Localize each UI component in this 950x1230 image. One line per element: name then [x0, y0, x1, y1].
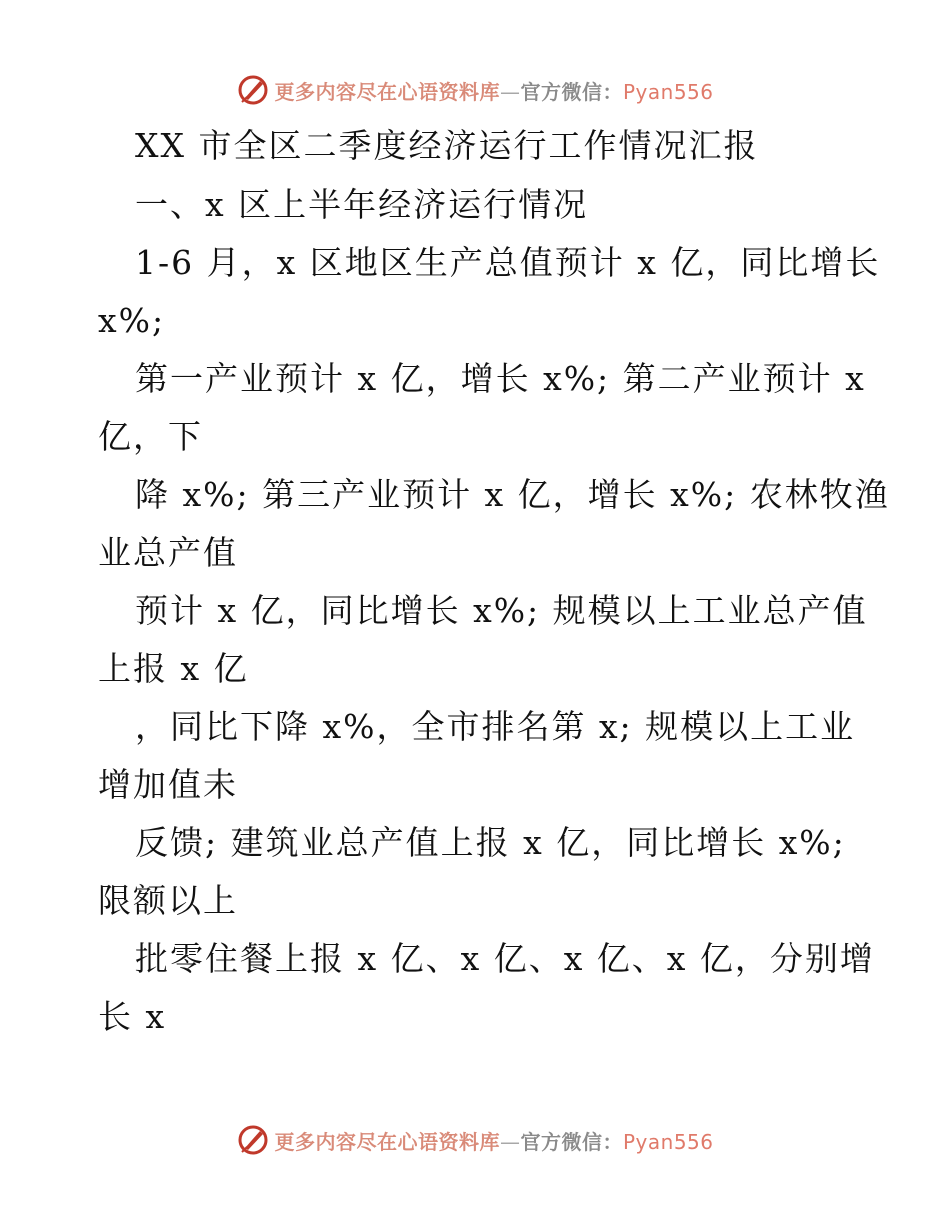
- paragraph-line: 亿，下: [98, 417, 203, 456]
- paragraph-line: 预计 x 亿，同比增长 x%; 规模以上工业总产值: [135, 591, 868, 630]
- footer-watermark: [0, 1120, 950, 1160]
- watermark-separator: —: [499, 1129, 521, 1154]
- paragraph-line: ，同比下降 x%，全市排名第 x; 规模以上工业: [135, 707, 856, 746]
- paragraph-line: 1-6 月，x 区地区生产总值预计 x 亿，同比增长: [135, 243, 881, 282]
- paragraph-line: 限额以上: [98, 881, 238, 920]
- section-heading: 一、x 区上半年经济运行情况: [135, 185, 589, 224]
- feather-pen-logo-icon: [236, 73, 270, 107]
- watermark-separator: —: [499, 79, 521, 104]
- paragraph-line: 第一产业预计 x 亿，增长 x%; 第二产业预计 x: [135, 359, 866, 398]
- paragraph-line: 上报 x 亿: [98, 649, 249, 688]
- paragraph-line: 降 x%; 第三产业预计 x 亿，增长 x%; 农林牧渔: [135, 475, 890, 514]
- paragraph-line: 增加值未: [98, 765, 238, 804]
- paragraph-line: 反馈; 建筑业总产值上报 x 亿，同比增长 x%;: [135, 823, 846, 862]
- watermark-wechat-id: Pyan556: [622, 1129, 714, 1154]
- watermark-wechat-id: Pyan556: [622, 79, 714, 104]
- feather-pen-logo-icon: [236, 1123, 270, 1157]
- paragraph-line: 批零住餐上报 x 亿、x 亿、x 亿、x 亿，分别增: [135, 939, 875, 978]
- watermark-wechat-label: 官方微信：: [520, 79, 623, 104]
- watermark-main: 更多内容尽在心语资料库: [274, 79, 500, 104]
- document-title: XX 市全区二季度经济运行工作情况汇报: [135, 126, 759, 165]
- watermark-text: [274, 76, 713, 105]
- header-watermark: [0, 70, 950, 110]
- watermark-main: 更多内容尽在心语资料库: [274, 1129, 500, 1154]
- watermark-text: [274, 1126, 713, 1155]
- paragraph-line: x%;: [98, 301, 166, 340]
- paragraph-line: 业总产值: [98, 533, 238, 572]
- watermark-wechat-label: 官方微信：: [520, 1129, 623, 1154]
- paragraph-line: 长 x: [98, 997, 167, 1036]
